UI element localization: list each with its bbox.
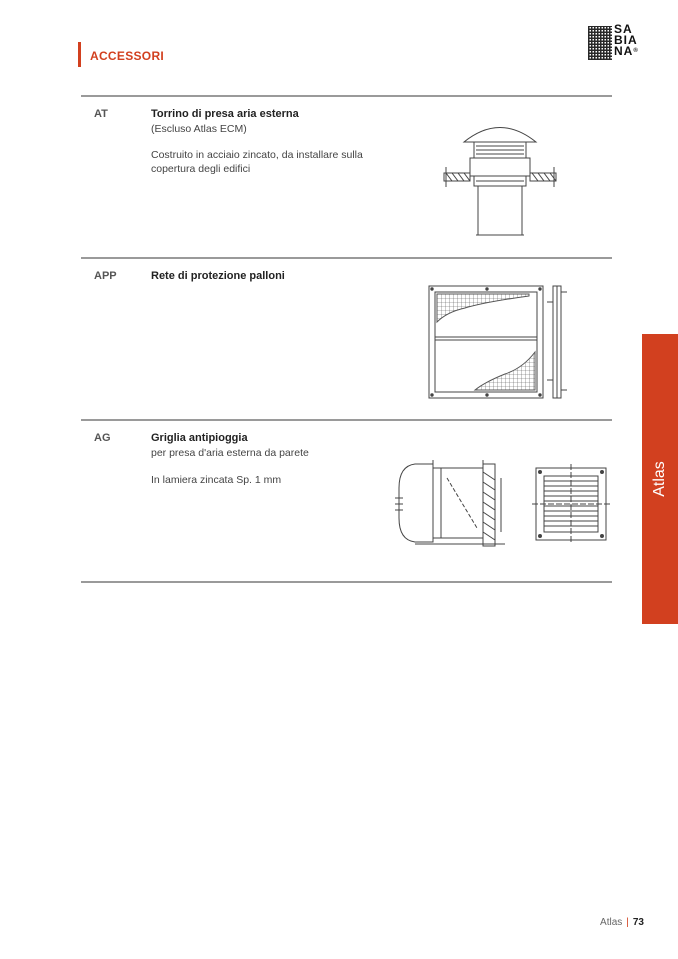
section-divider bbox=[81, 419, 612, 421]
logo-line: NA® bbox=[614, 44, 639, 58]
description-line: Costruito in acciaio zincato, da installare sulla bbox=[151, 149, 363, 161]
logo-line: BIA bbox=[614, 33, 638, 47]
ball-protection-net-drawing bbox=[425, 282, 575, 400]
product-description: In lamiera zincata Sp. 1 mm bbox=[151, 474, 282, 486]
roof-intake-tower-drawing bbox=[440, 115, 560, 237]
section-divider bbox=[81, 95, 612, 97]
side-chapter-tab bbox=[642, 334, 678, 624]
footer-separator: | bbox=[626, 917, 629, 928]
page-number: 73 bbox=[632, 917, 644, 928]
brand-logo bbox=[588, 22, 648, 62]
product-description bbox=[151, 148, 381, 176]
product-code: AT bbox=[94, 108, 108, 120]
product-subtitle: (Escluso Atlas ECM) bbox=[151, 123, 247, 135]
section-title: ACCESSORI bbox=[90, 49, 165, 63]
logo-line: SA bbox=[614, 22, 633, 36]
product-title: Rete di protezione palloni bbox=[151, 270, 285, 282]
product-code: AG bbox=[94, 432, 111, 444]
product-title: Griglia antipioggia bbox=[151, 432, 248, 444]
logo-wordmark bbox=[614, 24, 639, 57]
product-subtitle: per presa d'aria esterna da parete bbox=[151, 447, 309, 459]
logo-halftone-mark bbox=[588, 26, 612, 60]
description-line: copertura degli edifici bbox=[151, 163, 251, 175]
footer-label: Atlas bbox=[600, 917, 623, 928]
section-divider bbox=[81, 257, 612, 259]
header-accent-bar bbox=[78, 42, 81, 67]
product-title: Torrino di presa aria esterna bbox=[151, 108, 299, 120]
rain-grille-front-view-drawing bbox=[530, 462, 612, 546]
page-footer bbox=[600, 917, 644, 928]
product-code: APP bbox=[94, 270, 117, 282]
rain-grille-side-section-drawing bbox=[393, 458, 518, 550]
section-divider bbox=[81, 581, 612, 583]
side-chapter-label: Atlas bbox=[650, 461, 668, 497]
